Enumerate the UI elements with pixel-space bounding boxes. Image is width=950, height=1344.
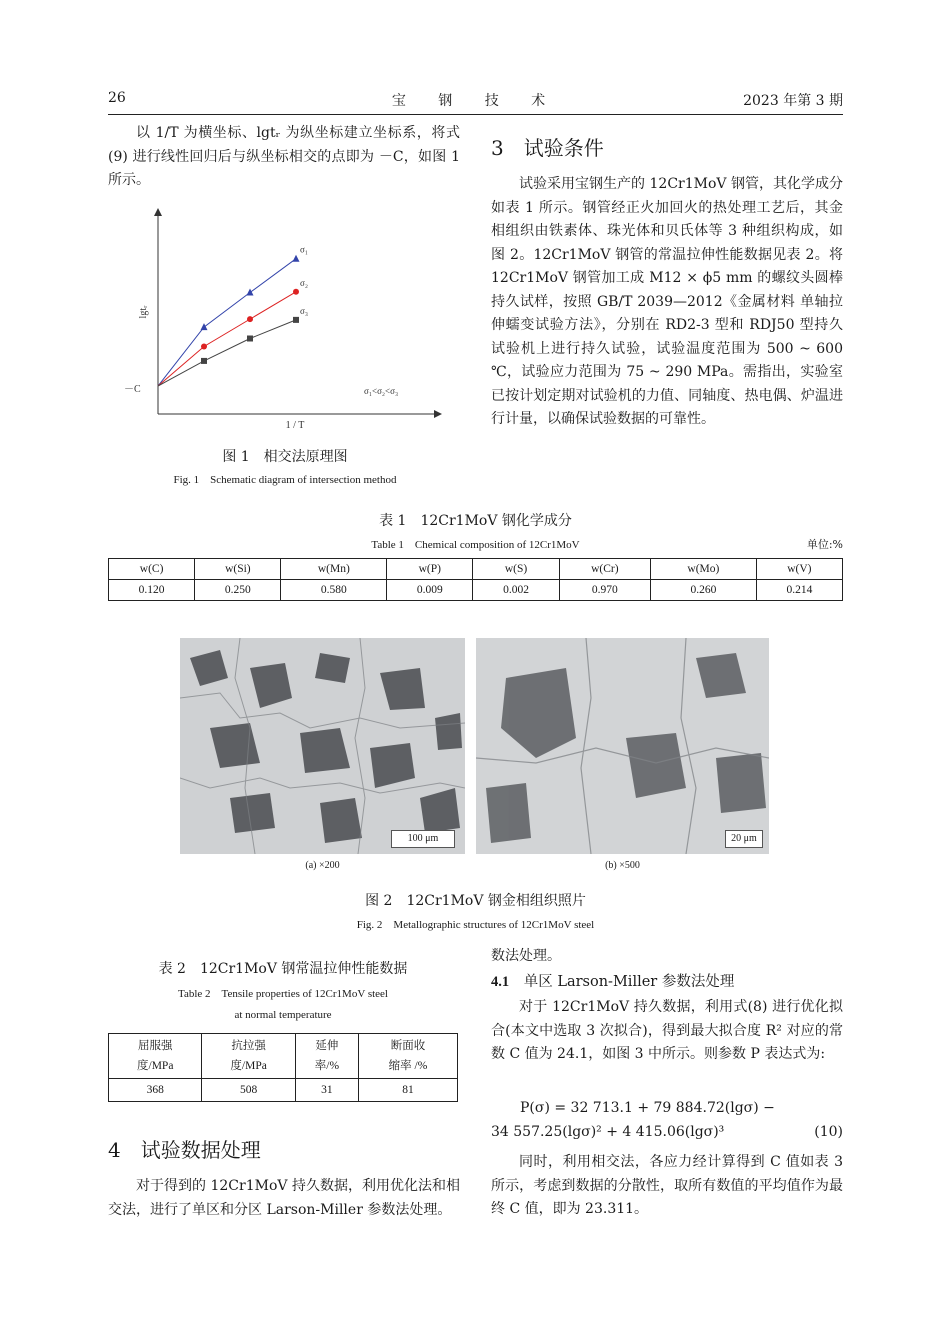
- table1-header-cell: w(Mo): [651, 559, 757, 580]
- table2-value-cell: 508: [202, 1079, 295, 1102]
- series-line-2: [158, 292, 296, 386]
- series-3-point: [293, 317, 299, 323]
- table1-header-cell: w(P): [387, 559, 473, 580]
- table1-value-cell: 0.002: [473, 580, 559, 601]
- table1-header-cell: w(Mn): [281, 559, 387, 580]
- equation-number: (10): [814, 1124, 843, 1140]
- table2-value-cell: 368: [109, 1079, 202, 1102]
- y-axis-label: lgtᵣ: [138, 305, 149, 319]
- series-3-point: [201, 358, 207, 364]
- table1-caption-cn: 表 1 12Cr1MoV 钢化学成分: [379, 513, 572, 529]
- figure1-caption-en: Fig. 1 Schematic diagram of intersection method: [173, 474, 397, 486]
- page-number: 26: [108, 90, 126, 106]
- table2-value-cell: 81: [358, 1079, 457, 1102]
- table1-header-cell: w(V): [756, 559, 842, 580]
- origin-label: －C: [124, 384, 141, 395]
- equation-line2: 34 557.25(lgσ)² + 4 415.06(lgσ)³: [491, 1124, 725, 1140]
- x-axis-label: 1 / T: [285, 420, 305, 431]
- series-1-point: [201, 323, 208, 330]
- figure1-chart: [120, 200, 450, 440]
- micrograph-b-texture: [476, 638, 769, 854]
- table1-value-cell: 0.260: [651, 580, 757, 601]
- table1-value-cell: 0.250: [195, 580, 281, 601]
- table2-header-cell: 屈服强 度/MPa: [109, 1034, 202, 1079]
- micrograph-a-texture: [180, 638, 465, 854]
- table2-caption-cn: 表 2 12Cr1MoV 钢常温拉伸性能数据: [158, 961, 408, 977]
- sigma-order-annotation: σ₁<σ₂<σ₃: [364, 386, 399, 396]
- table2-value-row: [109, 1079, 458, 1102]
- scale-bar-b: 20 μm: [725, 830, 763, 848]
- section4-continuation: 数法处理。: [491, 948, 561, 964]
- series-line-1: [158, 259, 296, 386]
- section4-body: 对于得到的 12Cr1MoV 持久数据，利用优化法和相交法，进行了单区和分区 Larson-Miller 参数法处理。: [108, 1178, 460, 1218]
- table1: [108, 558, 843, 601]
- table1-header-cell: w(C): [109, 559, 195, 580]
- series-2-point: [201, 343, 207, 349]
- page-header: [108, 88, 843, 115]
- series-1-point: [293, 255, 300, 262]
- table2-caption-en-1: Table 2 Tensile properties of 12Cr1MoV steel: [178, 988, 388, 1000]
- table1-unit: 单位:%: [806, 538, 843, 551]
- section3-title: 3 试验条件: [491, 136, 604, 160]
- journal-name: 宝 钢 技 术: [391, 93, 560, 109]
- table1-header-cell: w(S): [473, 559, 559, 580]
- scale-bar-a: 100 μm: [391, 830, 455, 848]
- table1-value-cell: 0.120: [109, 580, 195, 601]
- series-2-point: [293, 289, 299, 295]
- intro-paragraph: 以 1/T 为横坐标、lgtᵣ 为纵坐标建立坐标系，将式(9) 进行线性回归后与纵坐标相交的点即为 －C，如图 1 所示。: [108, 125, 460, 188]
- micrograph-b: [476, 638, 769, 854]
- series-1-label: σ₁: [300, 244, 308, 255]
- figure2-caption-en: Fig. 2 Metallographic structures of 12Cr1MoV steel: [356, 919, 595, 931]
- table2-header-row: [109, 1034, 458, 1079]
- issue-label: 2023 年第 3 期: [743, 93, 843, 109]
- table2-header-cell: 断面收 缩率 /%: [358, 1034, 457, 1079]
- series-line-3: [158, 320, 296, 386]
- figure2-caption-cn: 图 2 12Cr1MoV 钢金相组织照片: [365, 893, 586, 909]
- table1-value-cell: 0.009: [387, 580, 473, 601]
- section41-text: 单区 Larson-Miller 参数法处理: [523, 974, 735, 990]
- table1-value-cell: 0.580: [281, 580, 387, 601]
- series-2-point: [247, 316, 253, 322]
- table2-header-cell: 延伸 率/%: [295, 1034, 358, 1079]
- micrograph-a: [180, 638, 465, 854]
- series-3-label: σ₃: [300, 305, 308, 316]
- series-1-point: [247, 289, 254, 296]
- table1-value-cell: 0.214: [756, 580, 842, 601]
- table2: [108, 1033, 458, 1102]
- equation-line1: P(σ) = 32 713.1 + 79 884.72(lgσ) −: [520, 1100, 775, 1116]
- figure2-sub-b: (b) ×500: [605, 860, 640, 871]
- table1-value-cell: 0.970: [559, 580, 650, 601]
- table1-header-row: [109, 559, 843, 580]
- series-2-label: σ₂: [300, 277, 308, 288]
- series-3-point: [247, 336, 253, 342]
- section4-title: 4 试验数据处理: [108, 1138, 261, 1162]
- section41-body1: 对于 12Cr1MoV 持久数据，利用式(8) 进行优化拟合(本文中选取 3 次拟合)，得到最大拟合度 R² 对应的常数 C 值为 24.1，如图 3 中所示。则参数 P 表达式为:: [491, 999, 843, 1062]
- section41-number: 4.1: [491, 974, 510, 990]
- table1-caption-en: Table 1 Chemical composition of 12Cr1MoV: [371, 539, 580, 551]
- section41-title: [491, 970, 734, 991]
- table2-value-cell: 31: [295, 1079, 358, 1102]
- section3-body: 试验采用宝钢生产的 12Cr1MoV 钢管，其化学成分如表 1 所示。钢管经正火加回火的热处理工艺后，其金相组织由铁素体、珠光体和贝氏体等 3 种组织构成，如图 2。12Cr1MoV 钢管的常温拉伸性能数据见表 2。将 12Cr1MoV 钢管加工成 M12 × ϕ5 mm 的螺纹头圆棒持久试样，按照 GB/T 2039—2012《金属材料 单轴拉伸蠕变试验方法》，分别在 RD2-3 型和 RDJ50 型持久试验机上进行持久试验，试验温度范围为 500 ~ 600 ℃，试验应力范围为 75 ~ 290 MPa。需指出，实验室已按计划定期对试验机的力值、同轴度、热电偶、炉温进行计量，以确保试验数据的可靠性。: [491, 176, 843, 427]
- section41-body2: 同时，利用相交法，各应力经计算得到 C 值如表 3 所示，考虑到数据的分散性，取所有数值的平均值作为最终 C 值，即为 23.311。: [491, 1154, 843, 1217]
- table1-header-cell: w(Si): [195, 559, 281, 580]
- table1-value-row: [109, 580, 843, 601]
- figure1-caption-cn: 图 1 相交法原理图: [222, 449, 348, 465]
- table1-header-cell: w(Cr): [559, 559, 650, 580]
- table2-caption-en-2: at normal temperature: [234, 1009, 332, 1021]
- table2-header-cell: 抗拉强 度/MPa: [202, 1034, 295, 1079]
- figure2-sub-a: (a) ×200: [305, 860, 340, 871]
